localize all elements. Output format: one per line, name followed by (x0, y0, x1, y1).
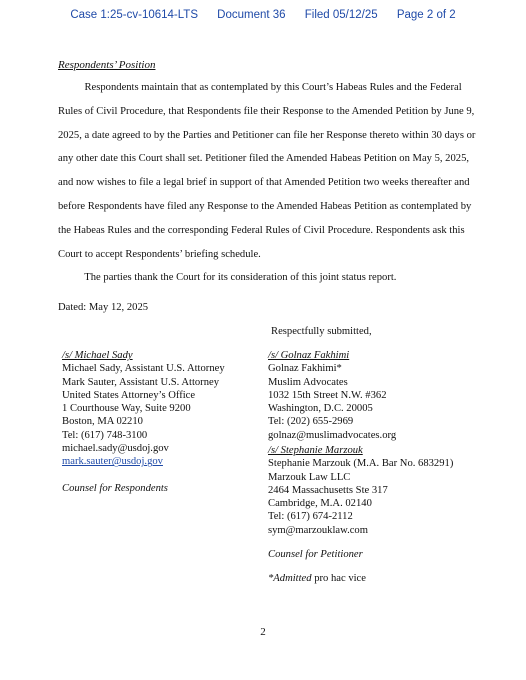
paragraph-line: the Habeas Rules and the corresponding Federal Rules of Civil Procedure. Respondents ask this (58, 224, 465, 236)
signature-line: sym@marzouklaw.com (268, 524, 368, 536)
signature-line: Boston, MA 02210 (62, 416, 143, 428)
dated-line: Dated: May 12, 2025 (58, 302, 149, 313)
petitioner-signature-block-1 (268, 349, 396, 442)
signature-line: Stephanie Marzouk (M.A. Bar No. 683291) (268, 458, 454, 470)
paragraph-line: 2025, a date agreed to by the Parties and Petitioner can file her Response thereto within 30 days or (58, 129, 476, 141)
signature-line: 1 Courthouse Way, Suite 9200 (62, 403, 191, 415)
signature-line: 2464 Massachusetts Ste 317 (268, 484, 388, 496)
paragraph-respondents-position (58, 76, 476, 266)
signature-line: Tel: (617) 674-2112 (268, 511, 353, 523)
page-number: 2 (260, 626, 266, 638)
filed-date: Filed 05/12/25 (304, 9, 378, 21)
signature-line: michael.sady@usdoj.gov (62, 443, 169, 455)
section-title: Respondents’ Position (58, 59, 156, 71)
signature-line: Mark Sauter, Assistant U.S. Attorney (62, 376, 220, 388)
paragraph-line: and now wishes to file a legal brief in support of that Amended Petition two weeks thereafter and (58, 177, 470, 189)
case-number: Case 1:25-cv-10614-LTS (70, 9, 198, 21)
pro-hac-vice-label: pro hac vice (311, 573, 366, 585)
respondents-signature-block (62, 349, 225, 495)
petitioner-role: Counsel for Petitioner (268, 549, 363, 561)
admitted-label: *Admitted (268, 573, 312, 585)
signature-line: 1032 15th Street N.W. #362 (268, 389, 387, 401)
signature-line: Muslim Advocates (268, 376, 348, 388)
page-of: Page 2 of 2 (396, 9, 456, 21)
closing-line: Respectfully submitted, (271, 326, 372, 337)
signature-line: United States Attorney’s Office (62, 389, 196, 401)
signature-line: Cambridge, M.A. 02140 (268, 498, 372, 510)
petitioner-signature-marzouk: /s/ Stephanie Marzouk (268, 445, 363, 456)
signature-line: Washington, D.C. 20005 (268, 403, 373, 415)
paragraph-line: Respondents maintain that as contemplated by this Court’s Habeas Rules and the Federal (58, 82, 462, 93)
admission-note (268, 572, 453, 585)
document-number: Document 36 (217, 9, 286, 21)
paragraph-line: Rules of Civil Procedure, that Respondents file their Response to the Amended Petition by June 9, (58, 105, 475, 117)
paragraph-line: Court to accept Respondents’ briefing schedule. (58, 248, 261, 260)
signature-line: Golnaz Fakhimi* (268, 363, 342, 375)
signature-line: Marzouk Law LLC (268, 471, 351, 483)
signature-line: Michael Sady, Assistant U.S. Attorney (62, 363, 225, 375)
petitioner-signature-fakhimi: /s/ Golnaz Fakhimi (268, 350, 350, 361)
paragraph-line: before Respondents have filed any Response to the Amended Habeas Petition as contemplated by (58, 200, 472, 212)
respondents-signature: /s/ Michael Sady (62, 350, 133, 361)
petitioner-signature-block-2 (268, 444, 453, 586)
paragraph-thanks (58, 266, 468, 290)
signature-line: golnaz@muslimadvocates.org (268, 429, 397, 441)
signature-line: Tel: (202) 655-2969 (268, 416, 354, 428)
email-link[interactable]: mark.sauter@usdoj.gov (62, 456, 163, 468)
signature-line: Tel: (617) 748-3100 (62, 429, 148, 441)
case-header (0, 9, 526, 21)
paragraph-line: any other date this Court shall set. Petitioner filed the Amended Habeas Petition on May 5, 2025, (58, 153, 470, 165)
respondents-role: Counsel for Respondents (62, 482, 168, 494)
paragraph-line: The parties thank the Court for its consideration of this joint status report. (58, 272, 397, 283)
